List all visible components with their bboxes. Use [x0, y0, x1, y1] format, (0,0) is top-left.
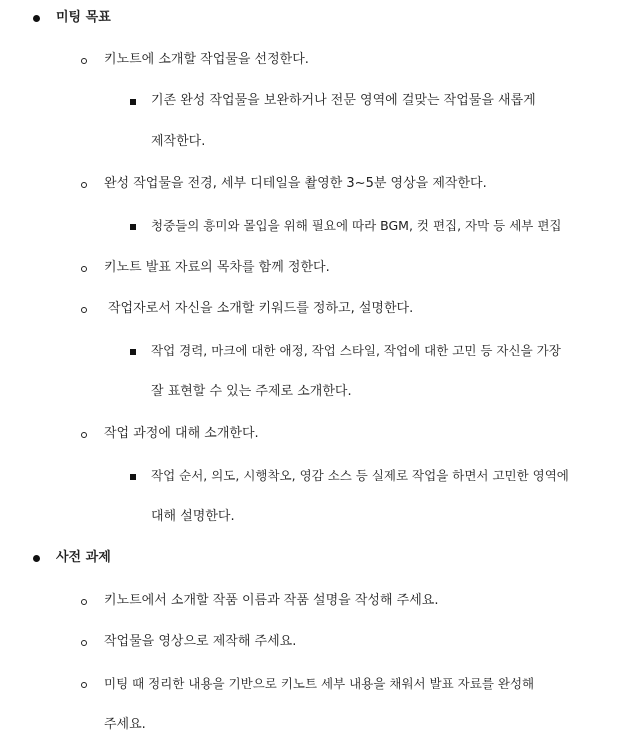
sublist-bullet-icon [130, 474, 136, 480]
sublist-item-line: 잘 표현할 수 있는 주제로 소개한다. [151, 384, 352, 399]
list-item: 완성 작업물을 전경, 세부 디테일을 촬영한 3~5분 영상을 제작한다. [104, 176, 487, 191]
list-bullet-icon [81, 58, 87, 64]
sublist-bullet-icon [130, 99, 136, 105]
list-item: 키노트에 소개할 작업물을 선정한다. [104, 52, 309, 67]
section-bullet-icon [33, 555, 40, 562]
list-bullet-icon [81, 266, 87, 272]
section-title-meeting-goals: 미팅 목표 [56, 10, 111, 25]
list-bullet-icon [81, 432, 87, 438]
section-title-pre-assignment: 사전 과제 [56, 550, 111, 565]
list-bullet-icon [81, 599, 87, 605]
sublist-item-line: 제작한다. [151, 134, 206, 149]
sublist-item-line: 기존 완성 작업물을 보완하거나 전문 영역에 걸맞는 작업물을 새롭게 [151, 93, 536, 108]
list-bullet-icon [81, 682, 87, 688]
list-bullet-icon [81, 182, 87, 188]
list-item: 작업 과정에 대해 소개한다. [104, 426, 259, 441]
list-item: 키노트에서 소개할 작품 이름과 작품 설명을 작성해 주세요. [104, 593, 439, 608]
list-item-line: 미팅 때 정리한 내용을 기반으로 키노트 세부 내용을 채워서 발표 자료를 완성해 [104, 676, 535, 691]
sublist-item-line: 대해 설명한다. [151, 509, 235, 524]
list-bullet-icon [81, 307, 87, 313]
list-item: 작업자로서 자신을 소개할 키워드를 정하고, 설명한다. [108, 301, 414, 316]
list-bullet-icon [81, 640, 87, 646]
section-bullet-icon [33, 15, 40, 22]
list-item: 작업물을 영상으로 제작해 주세요. [104, 634, 297, 649]
sublist-bullet-icon [130, 349, 136, 355]
sublist-item-line: 작업 경력, 마크에 대한 애정, 작업 스타일, 작업에 대한 고민 등 자신을 가장 [151, 343, 561, 358]
sublist-bullet-icon [130, 224, 136, 230]
sublist-item-line: 작업 순서, 의도, 시행착오, 영감 소스 등 실제로 작업을 하면서 고민한 영역에 [151, 468, 569, 483]
sublist-item-line: 청중들의 흥미와 몰입을 위해 필요에 따라 BGM, 컷 편집, 자막 등 세부 편집 [151, 218, 562, 233]
list-item-line: 주세요. [104, 717, 146, 732]
list-item: 키노트 발표 자료의 목차를 함께 정한다. [104, 260, 330, 275]
